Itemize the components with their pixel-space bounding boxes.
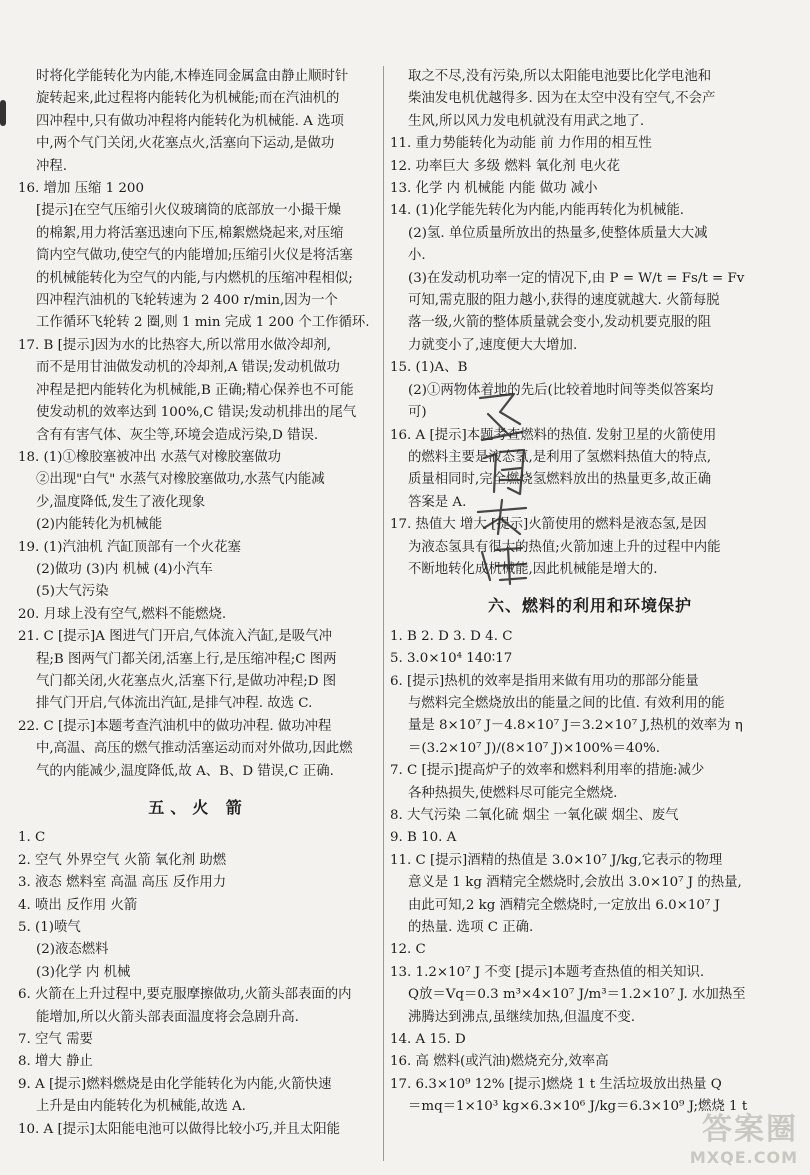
text-line: 1. B 2. D 3. D 4. C: [390, 628, 513, 644]
text-line: 气的内能减少,温度降低,故 A、B、D 错误,C 正确.: [36, 763, 334, 779]
text-line: 的棉絮,用力将活塞迅速向下压,棉絮燃烧起来,对压缩: [36, 225, 344, 241]
text-line: 8. 增大 静止: [18, 1054, 93, 1070]
text-line: 5. (1)喷气: [18, 920, 81, 936]
text-line: 意义是 1 kg 酒精完全燃烧时,会放出 3.0×10⁷ J 的热量,: [408, 875, 742, 891]
text-line: 与燃料完全燃烧放出的能量之间的比值. 有效利用的能: [408, 695, 725, 711]
text-line: 12. C: [390, 942, 426, 958]
text-line: Q放＝Vq＝0.3 m³×4×10⁷ J/m³＝1.2×10⁷ J. 水加热至: [408, 987, 746, 1003]
text-line: 答案是 A.: [408, 494, 467, 510]
text-line: 14. A 15. D: [390, 1032, 466, 1048]
text-line: 7. 空气 需要: [18, 1032, 93, 1048]
text-line: 上升是由内能转化为机械能,故选 A.: [36, 1099, 246, 1115]
text-line: 19. (1)汽油机 汽缸顶部有一个火花塞: [18, 539, 241, 555]
text-line: 3. 液态 燃料室 高温 高压 反作用力: [18, 875, 227, 891]
text-line: ＝(3.2×10⁷ J)/(8×10⁷ J)×100%＝40%.: [408, 740, 661, 756]
text-line: 质量相同时,完全燃烧氢燃料放出的热量更多,故正确: [408, 472, 712, 488]
text-line: (2)内能转化为机械能: [36, 517, 163, 533]
text-line: 使发动机的效率达到 100%,C 错误;发动机排出的尾气: [36, 405, 357, 421]
text-line: 冲程.: [36, 158, 68, 174]
text-line: (2)液态燃料: [36, 942, 109, 958]
text-line: 6. 火箭在上升过程中,要克服摩擦做功,火箭头部表面的内: [18, 987, 352, 1003]
column-divider: [383, 66, 384, 1161]
text-line: 9. A [提示]燃料燃烧是由化学能转化为内能,火箭快速: [18, 1076, 332, 1092]
text-line: 17. 6.3×10⁹ 12% [提示]燃烧 1 t 生活垃圾放出热量 Q: [390, 1076, 722, 1092]
text-line: 取之不尽,没有污染,所以太阳能电池要比化学电池和: [408, 69, 712, 84]
text-line: 的机械能转化为空气的内能,与内燃机的压缩冲程相似;: [36, 270, 353, 286]
right-column: [390, 66, 790, 1119]
section-title-rockets: 五、火 箭: [148, 798, 248, 817]
text-line: 16. A [提示]本题考查燃料的热值. 发射卫星的火箭使用: [390, 427, 717, 443]
text-line: 程;B 图两气门都关闭,活塞上行,是压缩冲程;C 图两: [36, 651, 337, 667]
binding-mark: [0, 100, 6, 126]
text-line: 沸腾达到沸点,虽继续加热,但温度不变.: [408, 1009, 636, 1025]
text-line: 7. C [提示]提高炉子的效率和燃料利用率的措施:减少: [390, 763, 705, 779]
text-line: 5. 3.0×10⁴ 140∶17: [390, 651, 513, 667]
text-line: 可知,需克服的阻力越小,获得的速度就越大. 火箭每脱: [408, 293, 720, 309]
text-line: 落一级,火箭的整体质量就会变小,发动机要克服的阻: [408, 315, 712, 331]
right-answers-block: [390, 66, 790, 581]
text-line: 少,温度降低,发生了液化现象: [36, 494, 206, 510]
text-line: 21. C [提示]A 图进气门开启,气体流入汽缸,是吸气冲: [18, 629, 332, 645]
text-line: (3)化学 内 机械: [36, 964, 131, 980]
text-line: 可): [408, 405, 427, 421]
text-line: 量是 8×10⁷ J－4.8×10⁷ J＝3.2×10⁷ J,热机的效率为 η: [408, 718, 743, 734]
text-line: 11. C [提示]酒精的热值是 3.0×10⁷ J/kg,它表示的物理: [390, 852, 723, 868]
text-line: ②出现"白气" 水蒸气对橡胶塞做功,水蒸气内能减: [36, 472, 325, 488]
text-line: (2)做功 (3)内 机械 (4)小汽车: [36, 561, 213, 577]
text-line: 四冲程汽油机的飞轮转速为 2 400 r/min,因为一个: [36, 293, 338, 309]
text-line: 4. 喷出 反作用 火箭: [18, 897, 138, 913]
text-line: 11. 重力势能转化为动能 前 力作用的相互性: [390, 136, 652, 152]
text-line: 15. (1)A、B: [390, 360, 468, 376]
text-line: 由此可知,2 kg 酒精完全燃烧时,一定放出 6.0×10⁷ J: [408, 897, 720, 913]
text-line: 力就变小了,速度便大大增加.: [408, 337, 578, 353]
text-line: 2. 空气 外界空气 火箭 氧化剂 助燃: [18, 852, 227, 868]
text-line: 17. B [提示]因为水的比热容大,所以常用水做冷却剂,: [18, 337, 332, 353]
text-line: 柴油发电机优越得多. 因为在太空中没有空气,不会产: [408, 91, 716, 107]
text-line: [提示]在空气压缩引火仪玻璃筒的底部放一小撮干燥: [36, 203, 342, 219]
text-line: 为液态氢具有很大的热值;火箭加速上升的过程中内能: [408, 539, 721, 555]
section-title-fuel-environment: 六、燃料的利用和环境保护: [487, 596, 692, 616]
text-line: 13. 化学 内 机械能 内能 做功 减小: [390, 181, 598, 197]
text-line: 排气门开启,气体流出汽缸,是排气冲程. 故选 C.: [36, 696, 313, 712]
text-line: 各种热损失,使燃料尽可能完全燃烧.: [408, 785, 618, 801]
text-line: 冲程是把内能转化为机械能,B 正确;精心保养也不可能: [36, 382, 354, 398]
left-answers-block: [18, 66, 378, 783]
watermark: 答案圈 MXQE.COM: [689, 1112, 798, 1167]
text-line: 筒内空气做功,使空气的内能增加;压缩引火仪是将活塞: [36, 248, 353, 264]
text-line: 6. [提示]热机的效率是指用来做有用功的那部分能量: [390, 673, 699, 689]
text-line: (3)在发动机功率一定的情况下,由 P = W/t = Fs/t = Fv: [408, 270, 745, 286]
text-line: 13. 1.2×10⁷ J 不变 [提示]本题考查热值的相关知识.: [390, 964, 705, 980]
text-line: 9. B 10. A: [390, 830, 457, 846]
fuel-answers-block: [390, 626, 790, 1119]
text-line: 不断地转化成机械能,因此机械能是增大的.: [408, 561, 658, 577]
text-line: 16. 高 燃料(或汽油)燃烧充分,效率高: [390, 1054, 609, 1070]
text-line: 1. C: [18, 830, 46, 846]
text-line: 小.: [408, 248, 426, 264]
text-line: 8. 大气污染 二氧化硫 烟尘 一氧化碳 烟尘、废气: [390, 808, 679, 823]
text-line: 四冲程中,只有做功冲程将内能转化为机械能. A 选项: [36, 113, 344, 129]
text-line: 中,两个气门关闭,火花塞点火,活塞向下运动,是做功: [36, 136, 335, 152]
text-line: 的热量. 选项 C 正确.: [408, 920, 534, 936]
text-line: 工作循环飞轮转 2 圈,则 1 min 完成 1 200 个工作循环.: [36, 315, 370, 331]
text-line: 17. 热值大 增大 [提示]火箭使用的燃料是液态氢,是因: [390, 517, 707, 533]
text-line: 12. 功率巨大 多级 燃料 氧化剂 电火花: [390, 158, 621, 174]
text-line: ＝mq＝1×10³ kg×6.3×10⁶ J/kg＝6.3×10⁹ J;燃烧 1 t: [408, 1099, 748, 1115]
text-line: 10. A [提示]太阳能电池可以做得比较小巧,并且太阳能: [18, 1121, 340, 1137]
text-line: 16. 增加 压缩 1 200: [18, 181, 144, 197]
text-line: (5)大气污染: [36, 584, 109, 600]
text-line: 22. C [提示]本题考查汽油机中的做功冲程. 做功冲程: [18, 718, 332, 734]
text-line: 20. 月球上没有空气,燃料不能燃烧.: [18, 606, 227, 622]
text-line: 气门都关闭,火花塞点火,活塞下行,是做功冲程;D 图: [36, 673, 337, 689]
left-column: [18, 66, 378, 1141]
rocket-answers-block: [18, 827, 378, 1141]
text-line: 而不是用甘油做发动机的冷却剂,A 错误;发动机做功: [36, 360, 340, 376]
text-line: 14. (1)化学能先转化为内能,内能再转化为机械能.: [390, 203, 685, 219]
text-line: 旋转起来,此过程将内能转化为机械能;而在汽油机的: [36, 91, 340, 107]
text-line: 中,高温、高压的燃气推动活塞运动而对外做功,因此燃: [36, 741, 353, 757]
text-line: 能增加,所以火箭头部表面温度将会急剧升高.: [36, 1009, 299, 1025]
text-line: (2)氢. 单位质量所放出的热量多,使整体质量大大减: [408, 225, 708, 241]
text-line: 生风,所以风力发电机就没有用武之地了.: [408, 113, 645, 129]
text-line: 的燃料主要是液态氢,是利用了氢燃料热值大的特点,: [408, 449, 712, 465]
text-line: 18. (1)①橡胶塞被冲出 水蒸气对橡胶塞做功: [18, 449, 282, 465]
text-line: 含有有害气体、灰尘等,环境会造成污染,D 错误.: [36, 427, 319, 443]
text-line: 时将化学能转化为内能,木棒连同金属盒由静止顺时针: [36, 69, 349, 84]
text-line: (2)①两物体着地的先后(比较着地时间等类似答案均: [408, 382, 714, 398]
